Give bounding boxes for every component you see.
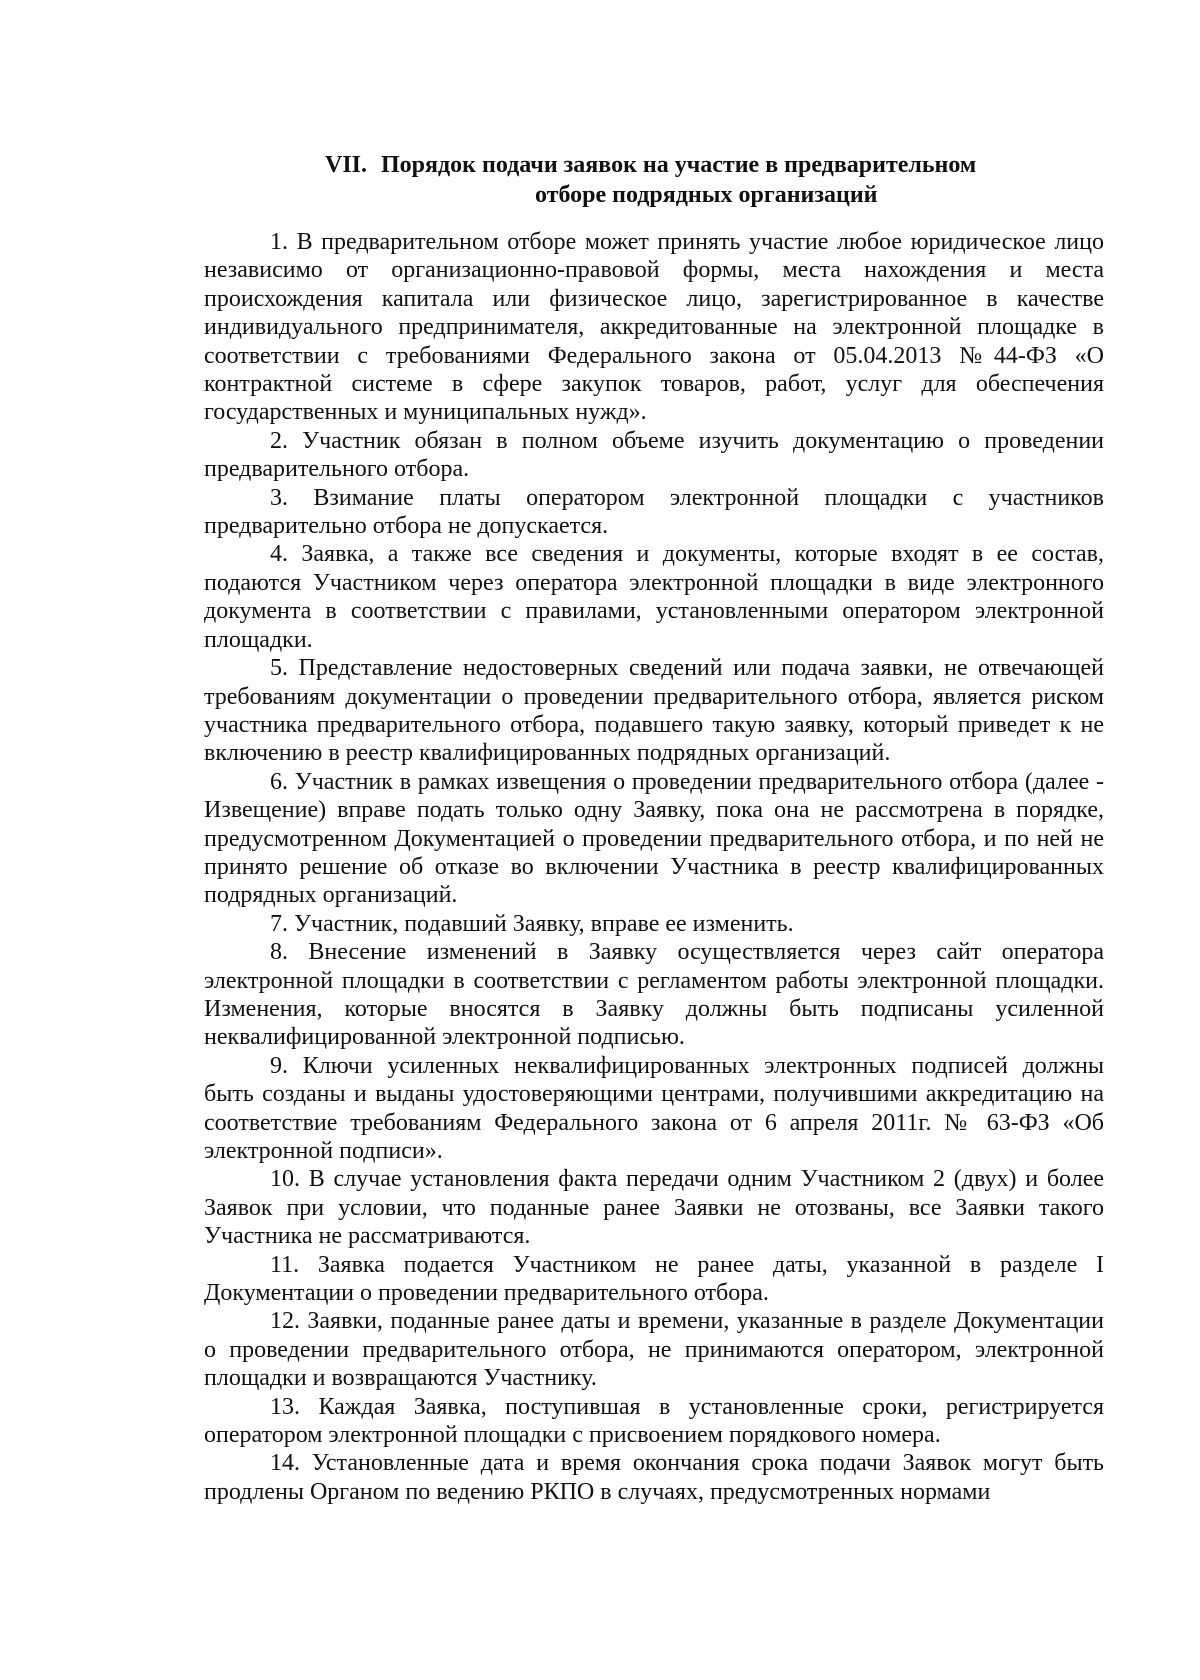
- paragraph-2: 2. Участник обязан в полном объеме изучить документацию о проведении предварительного отбора.: [204, 427, 1104, 483]
- paragraph-12: 12. Заявки, поданные ранее даты и времени, указанные в разделе Документации о проведении предварительного отбора, не принимаются оператором, электронной площадки и возвращаются Участнику.: [204, 1308, 1104, 1392]
- section-title-part-2: отборе подрядных организаций: [535, 182, 878, 208]
- paragraph-5: 5. Представление недостоверных сведений или подача заявки, не отвечающей требованиям документации о проведении предварительного отбора, является риском участника предварительного отбора, подавшего такую заявку, который приведет к не включению в реестр квалифицированных подрядных организаций.: [204, 655, 1104, 767]
- paragraph-3: 3. Взимание платы оператором электронной площадки с участников предварительно отбора не допускается.: [204, 484, 1104, 540]
- section-title-part-1: Порядок подачи заявок на участие в предварительном: [381, 152, 977, 178]
- paragraph-13: 13. Каждая Заявка, поступившая в установленные сроки, регистрируется оператором электронной площадки с присвоением порядкового номера.: [204, 1393, 1104, 1449]
- section-heading-line-1: [200, 150, 1100, 180]
- section-body: [204, 228, 1104, 1506]
- section-number: VII.: [325, 152, 368, 178]
- paragraph-6: 6. Участник в рамках извещения о проведении предварительного отбора (далее - Извещение) вправе подать только одну Заявку, пока она не рассмотрена в порядке, предусмотренном Документацией о проведении предварительного отбора, и по ней не принято решение об отказе во включении Участника в реестр квалифицированных подрядных организаций.: [204, 768, 1104, 909]
- paragraph-10: 10. В случае установления факта передачи одним Участником 2 (двух) и более Заявок при условии, что поданные ранее Заявки не отозваны, все Заявки такого Участника не рассматриваются.: [204, 1166, 1104, 1250]
- section-heading: [200, 150, 1100, 210]
- paragraph-8: 8. Внесение изменений в Заявку осуществляется через сайт оператора электронной площадки в соответствии с регламентом работы электронной площадки. Изменения, которые вносятся в Заявку должны быть подписаны усиленной неквалифицированной электронной подписью.: [204, 939, 1104, 1051]
- paragraph-11: 11. Заявка подается Участником не ранее даты, указанной в разделе I Документации о проведении предварительного отбора.: [204, 1251, 1104, 1307]
- paragraph-9: 9. Ключи усиленных неквалифицированных электронных подписей должны быть созданы и выданы удостоверяющими центрами, получившими аккредитацию на соответствие требованиям Федерального закона от 6 апреля 2011г. № 63-ФЗ «Об электронной подписи».: [204, 1052, 1104, 1164]
- paragraph-7: 7. Участник, подавший Заявку, вправе ее изменить.: [270, 910, 794, 937]
- paragraph-1: 1. В предварительном отборе может принять участие любое юридическое лицо независимо от организационно-правовой формы, места нахождения и места происхождения капитала или физическое лицо, зарегистрированное в качестве индивидуального предпринимателя, аккредитованные на электронной площадке в соответствии с требованиями Федерального закона от 05.04.2013 №44-ФЗ «О контрактной системе в сфере закупок товаров, работ, услуг для обеспечения государственных и муниципальных нужд».: [204, 229, 1104, 426]
- paragraph-4: 4. Заявка, а также все сведения и документы, которые входят в ее состав, подаются Участником через оператора электронной площадки в виде электронного документа в соответствии с правилами, установленными оператором электронной площадки.: [204, 541, 1104, 653]
- paragraph-14: 14. Установленные дата и время окончания срока подачи Заявок могут быть продлены Органом по ведению РКПО в случаях, предусмотренных нормами: [204, 1450, 1104, 1505]
